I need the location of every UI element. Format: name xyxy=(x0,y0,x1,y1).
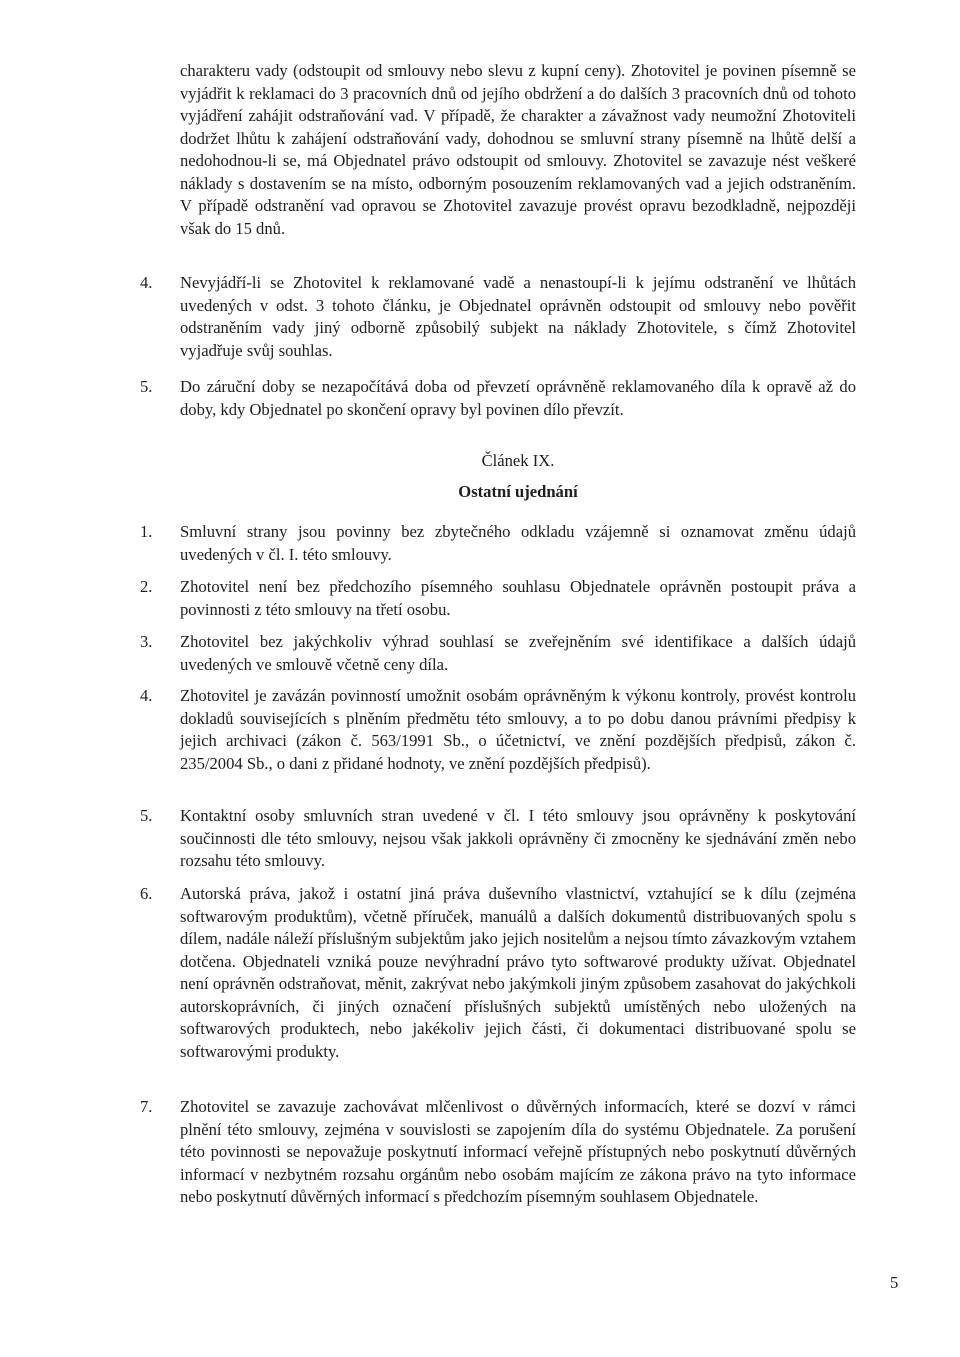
clause-text: Zhotovitel je zavázán povinností umožnit osobám oprávněným k výkonu kontroly, provést kontrolu dokladů souvisejících s plněním předmětu této smlouvy, a to po dobu danou právními předpisy k jejich archivaci (zákon č. 563/1991 Sb., o účetnictví, ve znění pozdějších předpisů, zákon č. 235/2004 Sb., o dani z přidané hodnoty, ve znění pozdějších předpisů). xyxy=(180,686,856,773)
article-title: Ostatní ujednání xyxy=(458,482,578,501)
clause-number: 4. xyxy=(140,273,153,292)
clause-number: 7. xyxy=(140,1097,153,1116)
clause-number: 6. xyxy=(140,884,153,903)
article-number: Článek IX. xyxy=(481,451,555,470)
clause-number: 5. xyxy=(140,806,153,825)
clause-text: Zhotovitel bez jakýchkoliv výhrad souhlasí se zveřejněním své identifikace a dalších údajů uvedených ve smlouvě včetně ceny díla. xyxy=(180,632,856,674)
clause-text: Autorská práva, jakož i ostatní jiná práva duševního vlastnictví, vztahující se k dílu (zejména softwarovým produktům), včetně příruček, manuálů a dalších dokumentů distribuovaných spolu s dílem, nadále náleží příslušným subjektům jako jejich nositelům a nejsou tímto závazkovým vztahem dotčena. Objednateli vzniká pouze nevýhradní právo tyto softwarové produkty užívat. Objednatel není oprávněn odstraňovat, měnit, zakrývat nebo jakýmkoli jiným způsobem zasahovat do jakýchkoli autorskoprávních, či jiných označení příslušných subjektů umístěných nebo uložených na softwarových produktech, nebo jakékoliv jejich části, či dokumentaci distribuované spolu se softwarovými produkty. xyxy=(180,884,856,1061)
clause-number: 2. xyxy=(140,577,153,596)
clause-number: 1. xyxy=(140,522,153,541)
clause-number: 5. xyxy=(140,377,153,396)
continuation-paragraph: charakteru vady (odstoupit od smlouvy nebo slevu z kupní ceny). Zhotovitel je povinen písemně se vyjádřit k reklamaci do 3 pracovních dnů od jejího obdržení a do dalších 3 pracovních dnů od tohoto vyjádření zahájit odstraňování vad. V případě, že charakter a závažnost vady neumožní Zhotoviteli dodržet lhůtu k zahájení odstraňování vady, dohodnou se smluvní strany písemně na lhůtě delší a nedohodnou-li se, má Objednatel právo odstoupit od smlouvy. Zhotovitel se zavazuje nést veškeré náklady s dostavením se na místo, odborným posouzením reklamovaných vad a jejich odstraněním. V případě odstranění vad opravou se Zhotovitel zavazuje provést opravu bezodkladně, nejpozději však do 15 dnů. xyxy=(180,61,856,238)
clause-text: Smluvní strany jsou povinny bez zbytečného odkladu vzájemně si oznamovat změnu údajů uvedených v čl. I. této smlouvy. xyxy=(180,522,856,564)
clause-text: Do záruční doby se nezapočítává doba od převzetí oprávněně reklamovaného díla k opravě až do doby, kdy Objednatel po skončení opravy byl povinen dílo převzít. xyxy=(180,377,856,419)
clause-text: Zhotovitel se zavazuje zachovávat mlčenlivost o důvěrných informacích, které se dozví v rámci plnění této smlouvy, zejména v souvislosti se zapojením díla do systému Objednatele. Za porušení této povinnosti se nepovažuje poskytnutí informací veřejně přístupných nebo poskytnutí důvěrných informací v nezbytném rozsahu orgánům nebo osobám majícím ze zákona právo na tyto informace nebo poskytnutí důvěrných informací s předchozím písemným souhlasem Objednatele. xyxy=(180,1097,856,1206)
clause-text: Nevyjádří-li se Zhotovitel k reklamované vadě a nenastoupí-li k jejímu odstranění ve lhůtách uvedených v odst. 3 tohoto článku, je Objednatel oprávněn odstoupit od smlouvy nebo pověřit odstraněním vady jiný odborně způsobilý subjekt na náklady Zhotovitele, s čímž Zhotovitel vyjadřuje svůj souhlas. xyxy=(180,273,856,360)
clause-number: 3. xyxy=(140,632,153,651)
clause-number: 4. xyxy=(140,686,153,705)
page-number: 5 xyxy=(890,1273,899,1292)
clause-text: Kontaktní osoby smluvních stran uvedené v čl. I této smlouvy jsou oprávněny k poskytování součinnosti dle této smlouvy, nejsou však jakkoli oprávněny či zmocněny ke sjednávání změn nebo rozsahu této smlouvy. xyxy=(180,806,856,870)
clause-text: Zhotovitel není bez předchozího písemného souhlasu Objednatele oprávněn postoupit práva a povinnosti z této smlouvy na třetí osobu. xyxy=(180,577,856,619)
